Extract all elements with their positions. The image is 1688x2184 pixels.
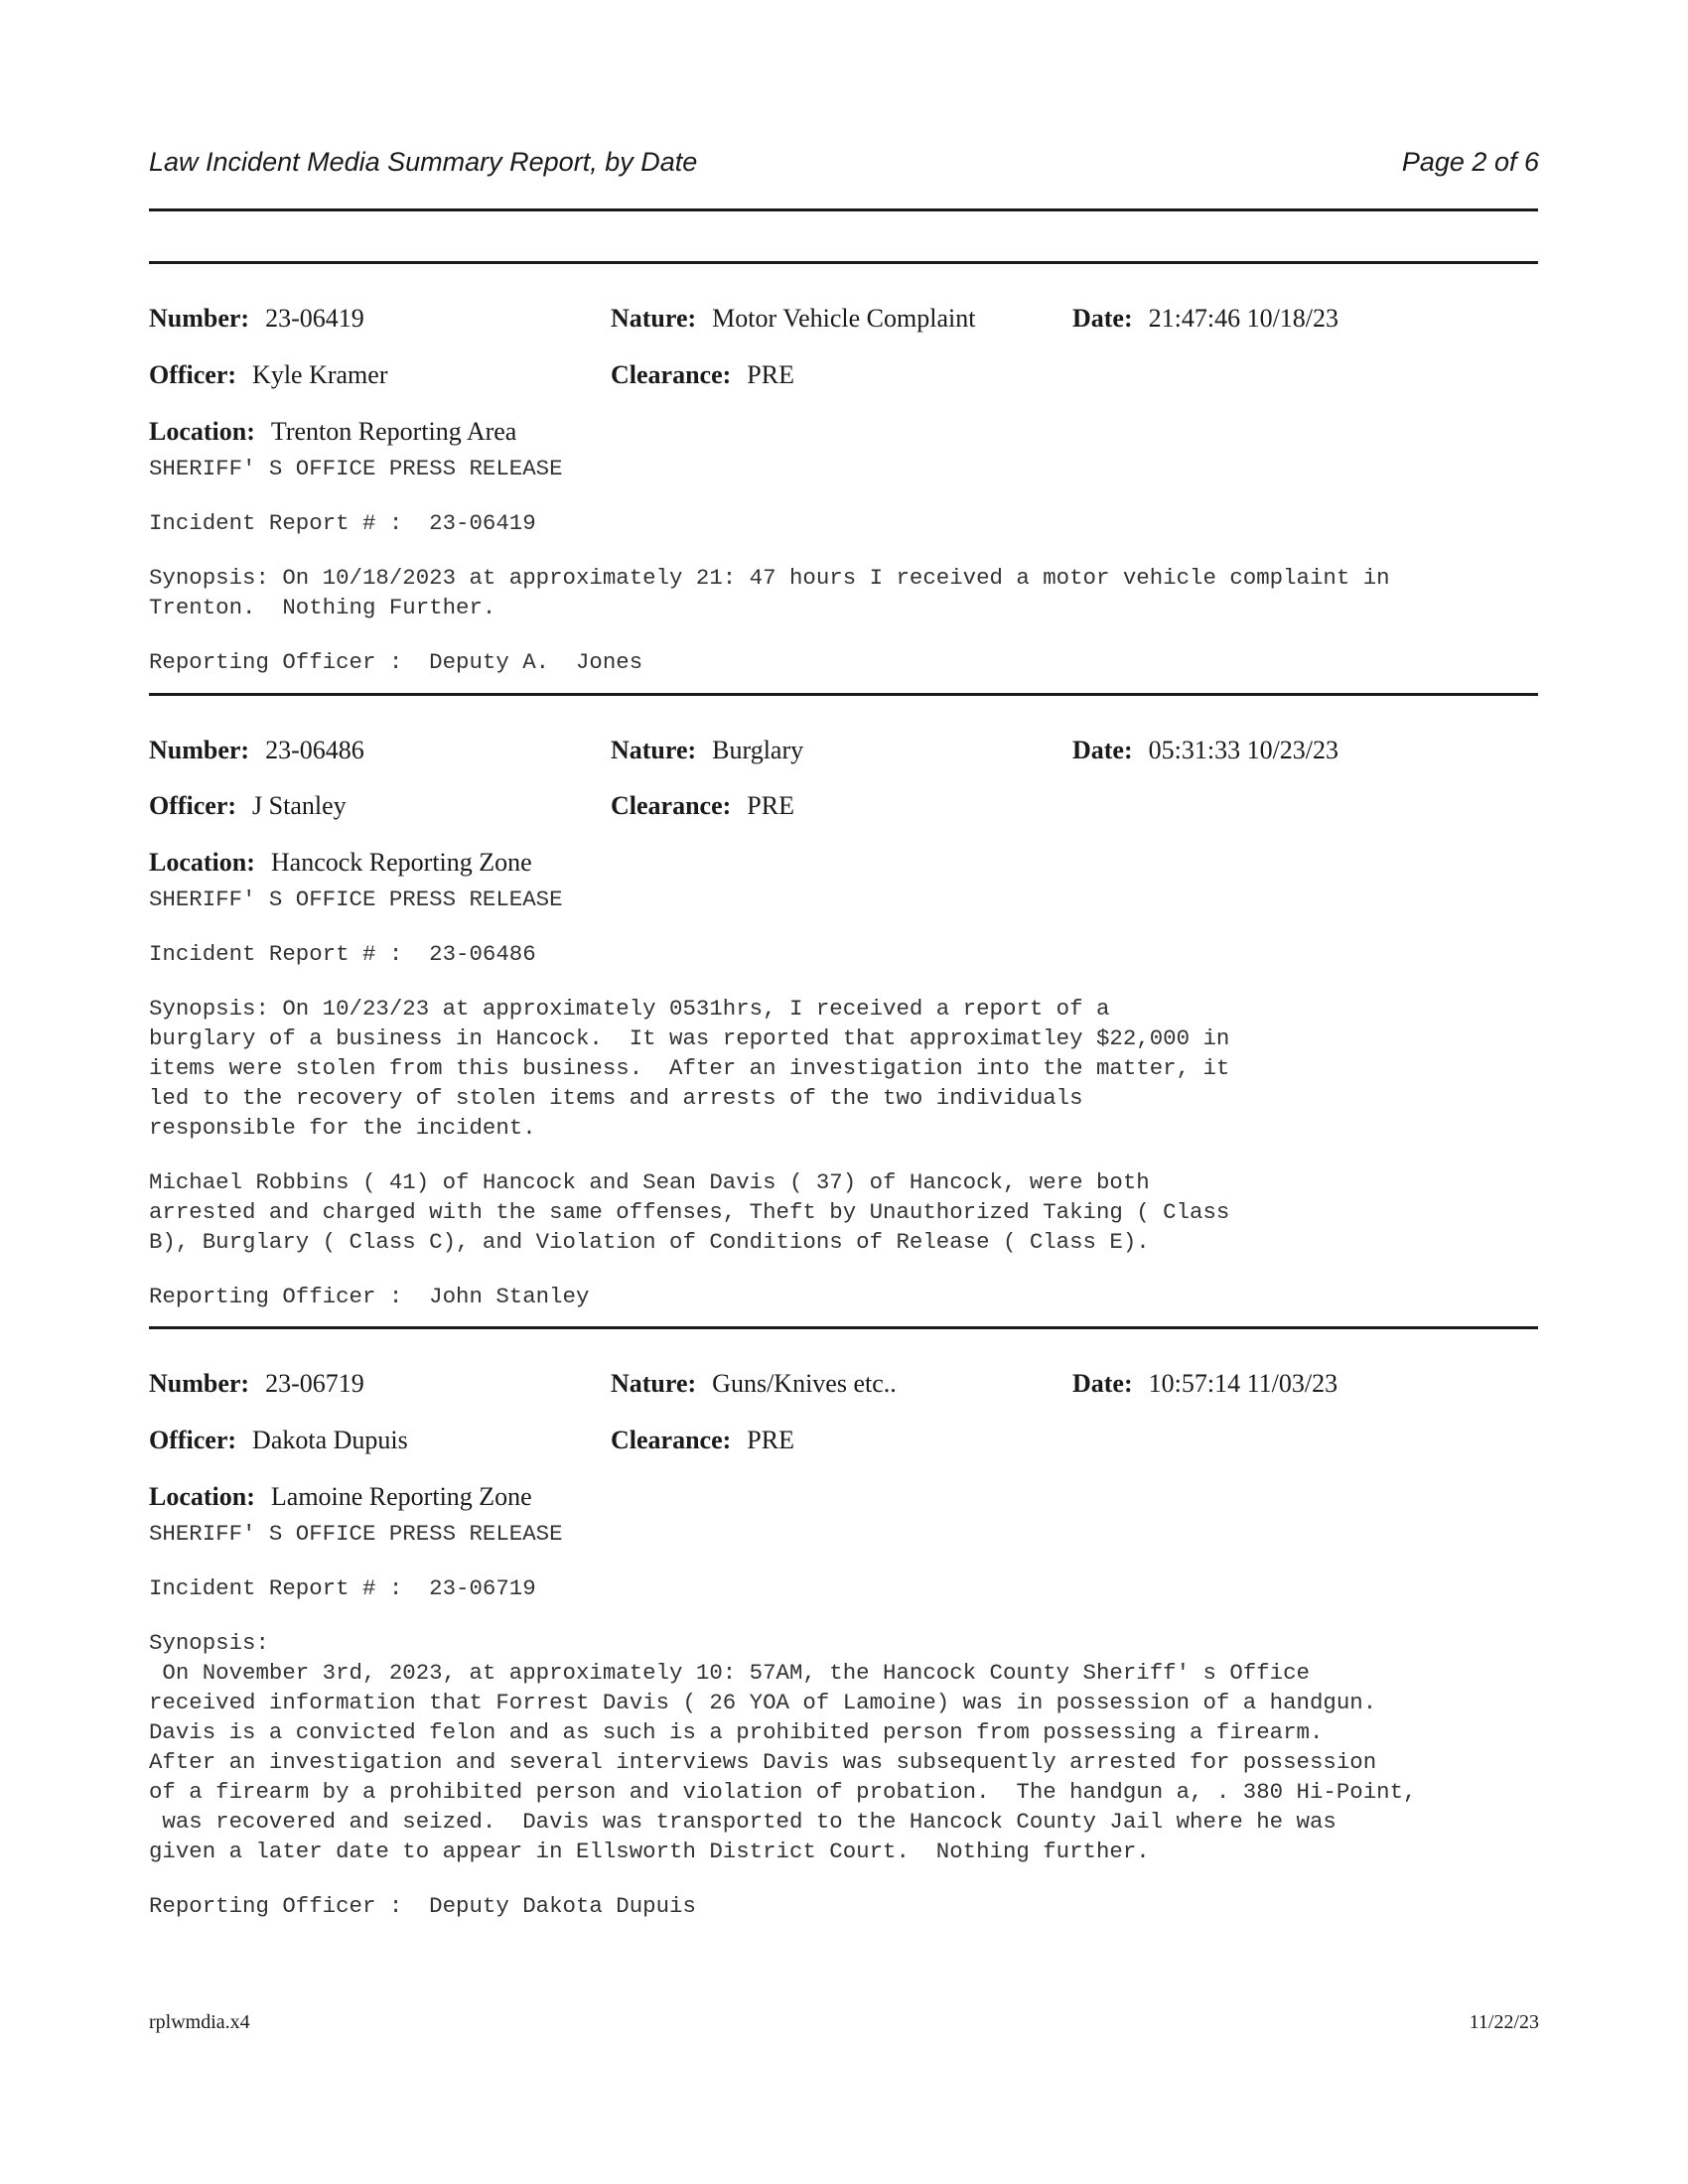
report-title: Law Incident Media Summary Report, by Date	[149, 147, 698, 177]
press-release-heading: SHERIFF' S OFFICE PRESS RELEASE	[149, 887, 563, 912]
clearance-field	[611, 791, 794, 825]
number-label: Number:	[149, 736, 250, 764]
incident-divider	[149, 693, 1538, 696]
location-label: Location:	[149, 1482, 255, 1511]
incident-officer: Dakota Dupuis	[252, 1426, 408, 1454]
incident-report-number: Incident Report # : 23-06486	[149, 941, 536, 967]
nature-field	[611, 304, 975, 338]
incident-officer: Kyle Kramer	[252, 360, 388, 389]
officer-label: Officer:	[149, 360, 237, 389]
incident-details: Michael Robbins ( 41) of Hancock and Sean Davis ( 37) of Hancock, were both arrested and charged with the same offenses, Theft by Unauthorized Taking ( Class B), Burglary ( Class C), and Violation of Conditions of Release ( Class E).	[149, 1169, 1230, 1255]
date-label: Date:	[1072, 304, 1133, 333]
incident-nature: Burglary	[712, 736, 804, 764]
date-label: Date:	[1072, 736, 1133, 764]
officer-label: Officer:	[149, 791, 237, 820]
incident-report-number: Incident Report # : 23-06419	[149, 510, 536, 536]
nature-label: Nature:	[611, 1369, 697, 1398]
incident-location: Trenton Reporting Area	[270, 417, 517, 446]
footer-print-date: 11/22/23	[1469, 2011, 1539, 2033]
incident-number: 23-06419	[265, 304, 364, 333]
incident-location: Hancock Reporting Zone	[270, 848, 532, 877]
incident-report-number: Incident Report # : 23-06719	[149, 1575, 536, 1601]
location-field	[149, 417, 516, 451]
location-label: Location:	[149, 417, 255, 446]
press-release-heading: SHERIFF' S OFFICE PRESS RELEASE	[149, 1521, 563, 1547]
incident-number: 23-06719	[265, 1369, 364, 1398]
incident-officer: J Stanley	[252, 791, 347, 820]
number-field	[149, 1369, 364, 1403]
reporting-officer: Reporting Officer : Deputy A. Jones	[149, 649, 643, 675]
location-label: Location:	[149, 848, 255, 877]
officer-field	[149, 791, 347, 825]
page-indicator: Page 2 of 6	[1401, 147, 1539, 177]
date-field	[1072, 736, 1338, 769]
reporting-officer: Reporting Officer : Deputy Dakota Dupuis	[149, 1893, 696, 1919]
officer-field	[149, 360, 387, 394]
number-label: Number:	[149, 304, 250, 333]
press-release-heading: SHERIFF' S OFFICE PRESS RELEASE	[149, 456, 563, 481]
nature-field	[611, 1369, 897, 1403]
incident-clearance: PRE	[747, 1426, 794, 1454]
number-field	[149, 736, 364, 769]
incident-divider	[149, 1326, 1538, 1329]
footer-report-code: rplwmdia.x4	[149, 2011, 250, 2033]
officer-label: Officer:	[149, 1426, 237, 1454]
incident-clearance: PRE	[747, 360, 794, 389]
clearance-field	[611, 360, 794, 394]
clearance-label: Clearance:	[611, 791, 732, 820]
number-field	[149, 304, 364, 338]
incident-clearance: PRE	[747, 791, 794, 820]
nature-label: Nature:	[611, 304, 697, 333]
location-field	[149, 848, 532, 882]
nature-field	[611, 736, 803, 769]
synopsis-text: Synopsis: On 10/23/23 at approximately 0531hrs, I received a report of a burglary of a business in Hancock. It was reported that approximatley $22,000 in items were stolen from this business. After an investigation into the matter, it led to the recovery of stolen items and arrests of the two individuals responsible for the incident.	[149, 996, 1230, 1141]
incident-date: 05:31:33 10/23/23	[1148, 736, 1339, 764]
incident-nature: Guns/Knives etc..	[712, 1369, 897, 1398]
number-label: Number:	[149, 1369, 250, 1398]
clearance-label: Clearance:	[611, 360, 732, 389]
incident-number: 23-06486	[265, 736, 364, 764]
date-field	[1072, 304, 1338, 338]
header-divider	[149, 208, 1538, 211]
incident-nature: Motor Vehicle Complaint	[712, 304, 976, 333]
clearance-field	[611, 1426, 794, 1459]
synopsis-text: Synopsis: On 10/18/2023 at approximately 21: 47 hours I received a motor vehicle complaint in Trenton. Nothing Further.	[149, 565, 1390, 620]
clearance-label: Clearance:	[611, 1426, 732, 1454]
incident-location: Lamoine Reporting Zone	[270, 1482, 532, 1511]
nature-label: Nature:	[611, 736, 697, 764]
date-field	[1072, 1369, 1337, 1403]
officer-field	[149, 1426, 408, 1459]
incident-date: 10:57:14 11/03/23	[1148, 1369, 1338, 1398]
date-label: Date:	[1072, 1369, 1133, 1398]
section-divider	[149, 261, 1538, 264]
incident-date: 21:47:46 10/18/23	[1148, 304, 1339, 333]
synopsis-text: Synopsis: On November 3rd, 2023, at approximately 10: 57AM, the Hancock County Sheriff' s Office received information that Forrest Davis ( 26 YOA of Lamoine) was in possession of a handgun. Davis is a convicted felon and as such is a prohibited person from possessing a firearm. After an investigation and several interviews Davis was subsequently arrested for possession of a firearm by a prohibited person and violation of probation. The handgun a, . 380 Hi-Point, was recovered and seized. Davis was transported to the Hancock County Jail where he was given a later date to appear in Ellsworth District Court. Nothing further.	[149, 1630, 1417, 1864]
location-field	[149, 1482, 532, 1516]
reporting-officer: Reporting Officer : John Stanley	[149, 1284, 590, 1309]
